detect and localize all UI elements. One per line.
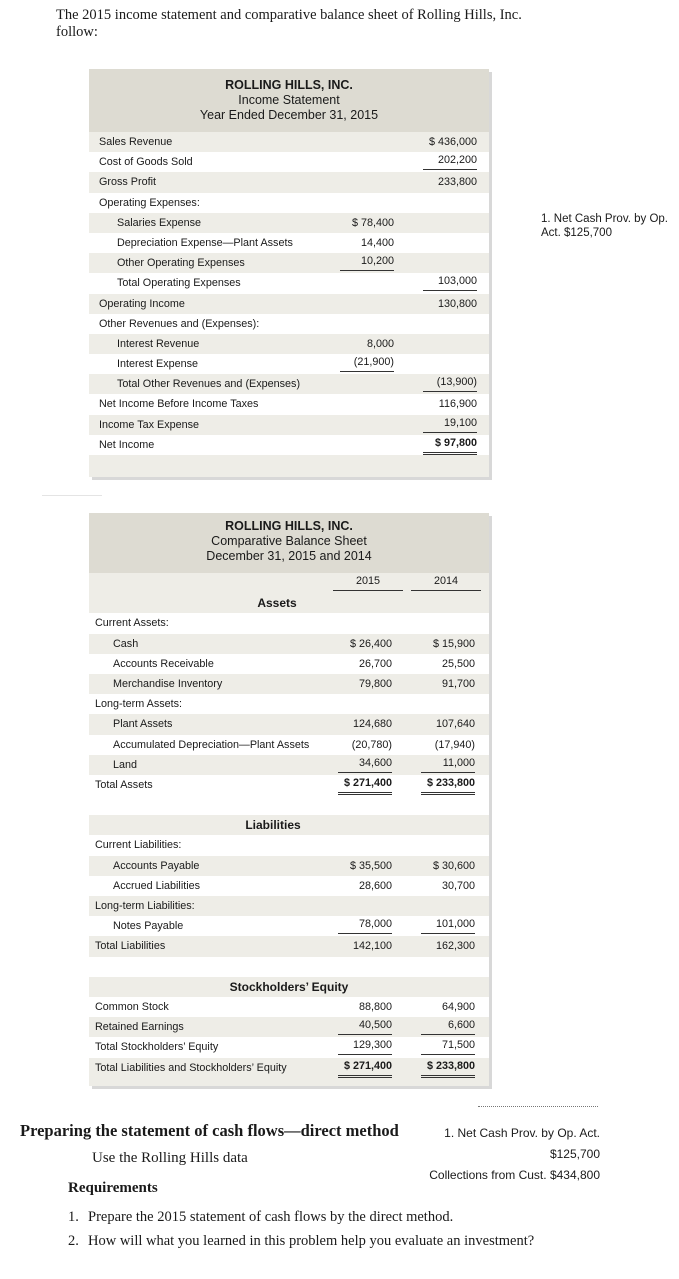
table-row [89,654,489,674]
table-row [89,253,489,273]
table-row [89,394,489,414]
table-row [89,997,489,1017]
balance-sheet-title: Comparative Balance Sheet [211,534,367,548]
row-label: Salaries Expense [117,216,202,229]
table-row [89,435,489,455]
row-label: Net Income [99,438,155,451]
table-row [89,1058,489,1078]
row-label: Accounts Payable [113,859,200,872]
row-value-col2: $ 233,800 [421,775,475,795]
row-value-col2: 130,800 [437,297,477,310]
row-value-col2: 202,200 [423,152,477,170]
requirement-item: 2. How will what you learned in this problem help you evaluate an investment? [68,1233,535,1249]
table-row [89,694,489,714]
row-value-col2: 64,900 [441,1000,475,1013]
row-value-col2: 101,000 [421,916,475,934]
row-label: Long-term Liabilities: [95,900,195,912]
row-value-col2: 30,700 [441,879,475,892]
table-row [89,213,489,233]
section-note-line1: 1. Net Cash Prov. by Op. Act. $125,700 [444,1126,600,1161]
row-label: Notes Payable [113,920,184,933]
table-row [89,334,489,354]
margin-note-line2: Act. $125,700 [541,227,612,239]
table-row [89,896,489,916]
table-row [89,314,489,334]
row-value-col2: (17,940) [434,738,475,751]
row-label: Accumulated Depreciation—Plant Assets [113,738,310,751]
row-value-col1: $ 26,400 [349,637,392,650]
use-data-text: Use the Rolling Hills data [92,1150,248,1166]
table-row [89,193,489,213]
row-label: Accrued Liabilities [113,879,201,892]
income-statement-footer [89,455,489,477]
section-note [394,1123,600,1186]
row-value-col2: $ 15,900 [432,637,475,650]
column-2015: 2015 [333,573,403,591]
row-value-col2: $ 233,800 [421,1058,475,1078]
row-label: Current Liabilities: [95,839,182,852]
row-value-col1: 34,600 [338,755,392,773]
income-statement-header [89,69,489,132]
row-label: Operating Income [99,297,185,310]
row-label: Sales Revenue [99,136,173,148]
row-value-col1: 10,200 [340,253,394,271]
row-label: Interest Expense [117,358,199,371]
section-note-line2: Collections from Cust. $434,800 [429,1168,600,1182]
table-row [89,294,489,314]
table-row [89,916,489,936]
table-row [89,1017,489,1037]
row-value-col2: $ 30,600 [432,859,475,872]
table-row [89,936,489,956]
balance-sheet-period: December 31, 2015 and 2014 [206,549,372,563]
row-label: Income Tax Expense [99,418,200,431]
row-value-col2: 71,500 [421,1037,475,1055]
income-statement-panel [89,69,489,477]
row-value-col2: 6,600 [421,1017,475,1035]
row-value-col1: 26,700 [358,657,392,670]
table-row [89,755,489,775]
row-value-col1: 14,400 [360,236,394,249]
row-label: Total Other Revenues and (Expenses) [117,378,301,391]
row-label: Total Stockholders’ Equity [95,1041,219,1054]
liabilities-rows [89,835,489,956]
row-value-col2: $ 97,800 [423,435,477,455]
table-row [89,634,489,654]
row-value-col1: $ 271,400 [338,775,392,795]
row-value-col1: 78,000 [338,916,392,934]
row-value-col1: $ 78,400 [351,216,394,229]
table-row [89,415,489,435]
row-value-col2: 91,700 [441,677,475,690]
assets-rows [89,613,489,795]
row-label: Interest Revenue [117,337,200,350]
row-label: Other Revenues and (Expenses): [99,317,260,330]
row-value-col2: 25,500 [441,657,475,670]
table-row [89,1037,489,1057]
table-row [89,735,489,755]
row-label: Operating Expenses: [99,196,200,209]
requirement-item: 1. Prepare the 2015 statement of cash flows by the direct method. [68,1209,454,1225]
spacer [89,957,489,977]
row-value-col1: $ 271,400 [338,1058,392,1078]
balance-sheet-company: ROLLING HILLS, INC. [225,519,353,533]
row-value-col1: (21,900) [340,354,394,372]
table-row [89,714,489,734]
column-2014: 2014 [411,573,481,591]
table-row [89,273,489,293]
row-value-col2: (13,900) [423,374,477,392]
assets-heading: Assets [89,593,489,613]
row-value-col1: 8,000 [366,337,394,350]
row-value-col1: $ 35,500 [349,859,392,872]
row-value-col1: (20,780) [351,738,392,751]
row-value-col2: 103,000 [423,273,477,291]
table-row [89,674,489,694]
requirements-heading: Requirements [68,1180,158,1196]
row-label: Plant Assets [113,718,173,731]
table-row [89,856,489,876]
row-value-col1: 88,800 [358,1000,392,1013]
row-label: Total Liabilities and Stockholders’ Equity [95,1061,287,1074]
section-title: Preparing the statement of cash flows—direct method [20,1121,399,1140]
row-value-col1: 142,100 [352,940,392,953]
liabilities-heading: Liabilities [89,815,489,835]
income-statement-title: Income Statement [238,93,340,107]
table-row [89,775,489,795]
row-label: Cash [113,637,139,650]
row-label: Gross Profit [99,176,156,189]
row-value-col2: 233,800 [437,176,477,189]
row-value-col1: 40,500 [338,1017,392,1035]
requirements-list [68,1205,534,1253]
row-label: Total Liabilities [95,940,166,953]
margin-note [541,212,676,240]
row-value-col1: 28,600 [358,879,392,892]
balance-sheet-footer [89,1078,489,1086]
row-label: Long-term Assets: [95,698,183,711]
margin-note-line1: 1. Net Cash Prov. by Op. [541,213,668,225]
row-label: Retained Earnings [95,1021,184,1034]
row-value-col1: 129,300 [338,1037,392,1055]
row-label: Depreciation Expense—Plant Assets [117,236,293,249]
row-value-col2: 107,640 [435,718,475,731]
row-value-col2: 19,100 [423,415,477,433]
row-label: Total Assets [95,778,153,791]
dotted-separator [478,1106,598,1107]
row-value-col2: 162,300 [435,940,475,953]
row-label: Other Operating Expenses [117,257,245,270]
balance-sheet-panel [89,513,489,1086]
income-statement-period: Year Ended December 31, 2015 [199,108,379,122]
table-row [89,132,489,152]
divider [42,495,102,496]
income-statement-company: ROLLING HILLS, INC. [225,78,353,92]
income-statement-rows [89,132,489,455]
row-label: Merchandise Inventory [113,677,223,690]
row-label: Accounts Receivable [113,657,214,670]
row-value-col1: 79,800 [358,677,392,690]
spacer [89,795,489,815]
table-row [89,835,489,855]
equity-heading: Stockholders’ Equity [89,977,489,997]
balance-sheet-header [89,513,489,573]
table-row [89,613,489,633]
row-value-col1: 124,680 [352,718,392,731]
table-row [89,152,489,172]
row-label: Net Income Before Income Taxes [99,398,259,411]
intro-text: The 2015 income statement and comparative balance sheet of Rolling Hills, Inc. follow: [56,7,522,40]
balance-sheet-year-header [89,573,489,593]
row-label: Total Operating Expenses [117,277,241,290]
row-value-col2: 11,000 [421,755,475,773]
row-label: Current Assets: [95,617,169,630]
table-row [89,876,489,896]
table-row [89,233,489,253]
row-label: Common Stock [95,1000,169,1013]
row-value-col2: $ 436,000 [428,136,477,148]
table-row [89,374,489,394]
row-label: Land [113,758,138,771]
equity-rows [89,997,489,1078]
row-value-col2: 116,900 [438,398,477,411]
table-row [89,354,489,374]
row-label: Cost of Goods Sold [99,156,193,169]
table-row [89,172,489,192]
